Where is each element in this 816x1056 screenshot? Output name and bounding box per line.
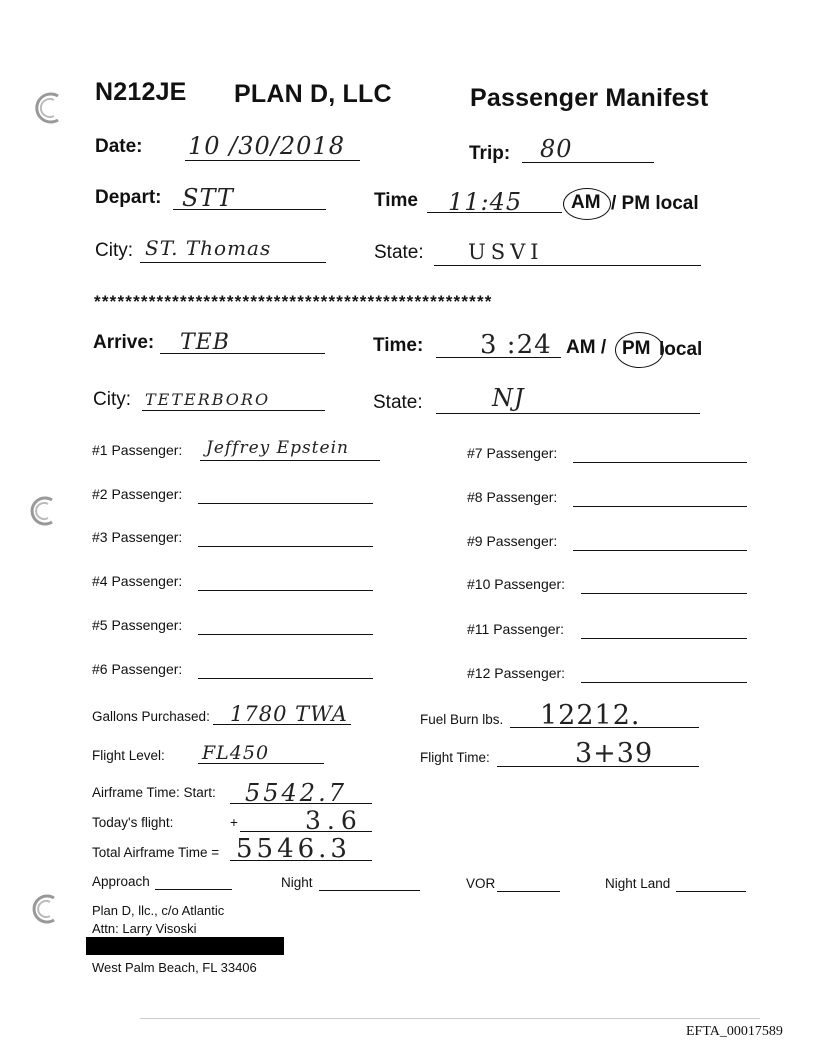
passenger-6-label: #6 Passenger: bbox=[92, 661, 183, 677]
trip-value: 80 bbox=[540, 135, 573, 163]
depart-am: AM bbox=[571, 192, 601, 213]
arrive-state-line bbox=[436, 413, 700, 414]
passenger-2-line bbox=[198, 503, 373, 504]
night-label: Night bbox=[281, 875, 313, 890]
arrive-time-line bbox=[436, 357, 561, 358]
address-line-4: West Palm Beach, FL 33406 bbox=[92, 960, 257, 975]
depart-state-label: State: bbox=[374, 242, 424, 263]
depart-state-line bbox=[434, 265, 701, 266]
passenger-7-line bbox=[573, 462, 747, 463]
punch-hole-mark bbox=[24, 890, 64, 930]
passenger-3-line bbox=[198, 546, 373, 547]
form-title: Passenger Manifest bbox=[470, 84, 709, 112]
date-line bbox=[185, 160, 360, 161]
company-name: PLAN D, LLC bbox=[234, 80, 392, 108]
airframe-start-line bbox=[230, 803, 372, 804]
passenger-2-label: #2 Passenger: bbox=[92, 486, 183, 502]
passenger-1-value: Jeffrey Epstein bbox=[206, 438, 349, 458]
depart-value: STT bbox=[182, 184, 234, 212]
document-id: EFTA_00017589 bbox=[686, 1024, 783, 1039]
passenger-7-label: #7 Passenger: bbox=[467, 445, 558, 461]
airframe-start-value: 5542.7 bbox=[245, 779, 347, 807]
passenger-3-label: #3 Passenger: bbox=[92, 529, 183, 545]
passenger-1-label: #1 Passenger: bbox=[92, 442, 183, 458]
fuel-burn-value: 12212. bbox=[540, 700, 641, 731]
depart-city-line bbox=[140, 262, 326, 263]
tail-number: N212JE bbox=[95, 78, 187, 106]
total-airframe-line bbox=[230, 860, 372, 861]
depart-pm-local: / PM local bbox=[611, 193, 699, 214]
flight-time-value: 3+39 bbox=[575, 738, 654, 769]
arrive-city-label: City: bbox=[93, 389, 131, 410]
gallons-line bbox=[213, 724, 351, 725]
arrive-time-label: Time: bbox=[373, 335, 424, 356]
passenger-11-label: #11 Passenger: bbox=[467, 621, 565, 637]
total-airframe-label: Total Airframe Time = bbox=[92, 845, 220, 860]
depart-time-label: Time bbox=[374, 190, 419, 211]
todays-flight-line bbox=[240, 831, 372, 832]
arrive-am: AM / bbox=[566, 337, 607, 358]
arrive-pm: PM bbox=[622, 338, 651, 359]
gallons-value: 1780 TWA bbox=[230, 702, 348, 726]
flight-level-value: FL450 bbox=[202, 742, 270, 764]
trip-line bbox=[522, 162, 654, 163]
passenger-5-label: #5 Passenger: bbox=[92, 617, 183, 633]
passenger-11-line bbox=[581, 638, 747, 639]
depart-city-value: ST. Thomas bbox=[145, 236, 272, 260]
fuel-burn-line bbox=[510, 727, 699, 728]
flight-time-label: Flight Time: bbox=[420, 750, 490, 765]
redaction-bar bbox=[86, 937, 284, 955]
passenger-12-line bbox=[581, 682, 747, 683]
arrive-state-label: State: bbox=[373, 392, 423, 413]
passenger-9-label: #9 Passenger: bbox=[467, 533, 558, 549]
night-land-line bbox=[676, 891, 746, 892]
todays-flight-label: Today's flight: bbox=[92, 815, 174, 830]
approach-label: Approach bbox=[92, 874, 150, 889]
passenger-1-line bbox=[200, 460, 380, 461]
night-land-label: Night Land bbox=[605, 876, 671, 891]
todays-flight-value: 3.6 bbox=[305, 806, 363, 835]
night-line bbox=[319, 890, 420, 891]
arrive-local: local bbox=[659, 339, 703, 360]
arrive-city-line bbox=[142, 410, 325, 411]
trip-label: Trip: bbox=[469, 143, 511, 164]
punch-hole-mark bbox=[22, 492, 62, 532]
bottom-rule bbox=[140, 1018, 760, 1019]
arrive-value: TEB bbox=[180, 330, 230, 355]
passenger-8-line bbox=[573, 506, 747, 507]
total-airframe-value: 5546.3 bbox=[236, 834, 351, 864]
todays-flight-plus: + bbox=[230, 815, 238, 830]
depart-state-value: USVI bbox=[468, 240, 544, 264]
flight-level-line bbox=[198, 763, 324, 764]
approach-line bbox=[155, 889, 232, 890]
arrive-time-value: 3 :24 bbox=[480, 330, 552, 360]
punch-hole-mark bbox=[28, 88, 68, 128]
fuel-burn-label: Fuel Burn lbs. bbox=[420, 712, 504, 727]
vor-line bbox=[497, 891, 560, 892]
gallons-label: Gallons Purchased: bbox=[92, 709, 210, 724]
airframe-start-label: Airframe Time: Start: bbox=[92, 785, 216, 800]
passenger-10-label: #10 Passenger: bbox=[467, 576, 566, 592]
depart-city-label: City: bbox=[95, 240, 133, 261]
date-label: Date: bbox=[95, 136, 143, 157]
passenger-9-line bbox=[573, 550, 747, 551]
vor-label: VOR bbox=[466, 876, 496, 891]
arrive-state-value: NJ bbox=[492, 384, 525, 412]
depart-label: Depart: bbox=[95, 187, 162, 208]
passenger-12-label: #12 Passenger: bbox=[467, 665, 566, 681]
arrive-label: Arrive: bbox=[93, 332, 155, 353]
depart-line bbox=[173, 209, 326, 210]
passenger-8-label: #8 Passenger: bbox=[467, 489, 558, 505]
depart-time-value: 11:45 bbox=[448, 188, 523, 216]
passenger-5-line bbox=[198, 634, 373, 635]
address-line-1: Plan D, llc., c/o Atlantic bbox=[92, 903, 225, 918]
separator-stars: *************************************************** bbox=[94, 292, 493, 311]
date-value: 10 /30/2018 bbox=[188, 132, 345, 160]
flight-time-line bbox=[497, 766, 699, 767]
passenger-10-line bbox=[581, 593, 747, 594]
address-line-2: Attn: Larry Visoski bbox=[92, 921, 197, 936]
passenger-4-line bbox=[198, 590, 373, 591]
passenger-6-line bbox=[198, 678, 373, 679]
flight-level-label: Flight Level: bbox=[92, 748, 165, 763]
arrive-city-value: TETERBORO bbox=[145, 390, 271, 409]
arrive-line bbox=[160, 353, 325, 354]
passenger-4-label: #4 Passenger: bbox=[92, 573, 183, 589]
depart-time-line bbox=[427, 212, 562, 213]
